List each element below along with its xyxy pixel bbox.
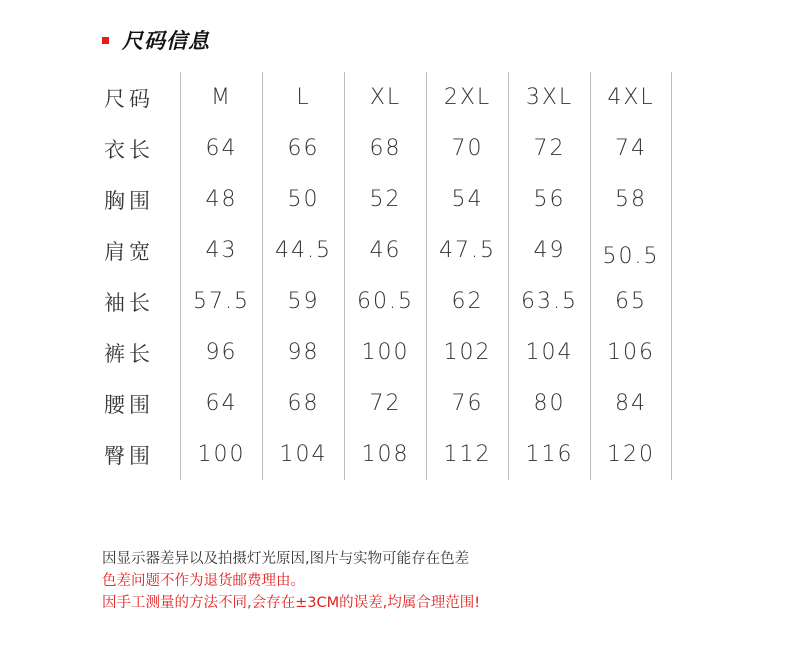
table-cell: 70 <box>426 123 508 174</box>
column-header: M <box>180 72 262 123</box>
table-cell: 58 <box>590 174 672 225</box>
column-header: 3XL <box>508 72 590 123</box>
table-cell: 56 <box>508 174 590 225</box>
table-cell: 72 <box>508 123 590 174</box>
table-cell: 64 <box>180 123 262 174</box>
table-cell: 47.5 <box>426 225 508 276</box>
table-cell: 54 <box>426 174 508 225</box>
table-cell: 60.5 <box>344 276 426 327</box>
table-cell: 84 <box>590 378 672 429</box>
note-line: 因手工测量的方法不同,会存在±3CM的误差,均属合理范围! <box>102 595 481 611</box>
size-notes <box>102 548 480 614</box>
table-row <box>100 276 676 327</box>
row-label: 肩宽 <box>104 239 154 264</box>
table-cell: 50.5 <box>590 225 672 276</box>
table-cell: 66 <box>262 123 344 174</box>
table-cell: 68 <box>262 378 344 429</box>
table-cell: 112 <box>426 429 508 480</box>
table-cell: 102 <box>426 327 508 378</box>
table-cell: 120 <box>590 429 672 480</box>
table-cell: 64 <box>180 378 262 429</box>
table-cell: 68 <box>344 123 426 174</box>
table-cell: 74 <box>590 123 672 174</box>
table-cell: 57.5 <box>180 276 262 327</box>
table-cell: 76 <box>426 378 508 429</box>
table-cell: 46 <box>344 225 426 276</box>
row-label: 臀围 <box>104 443 154 468</box>
column-header: XL <box>344 72 426 123</box>
table-cell: 104 <box>262 429 344 480</box>
table-row <box>100 225 676 276</box>
table-cell: 116 <box>508 429 590 480</box>
table-row <box>100 174 676 225</box>
table-cell: 52 <box>344 174 426 225</box>
table-cell: 44.5 <box>262 225 344 276</box>
table-row <box>100 123 676 174</box>
column-header: L <box>262 72 344 123</box>
table-row <box>100 327 676 378</box>
table-cell: 43 <box>180 225 262 276</box>
row-label: 腰围 <box>104 392 154 417</box>
row-label: 胸围 <box>104 188 154 213</box>
table-header-row <box>100 72 676 123</box>
table-cell: 106 <box>590 327 672 378</box>
row-label: 裤长 <box>104 341 154 366</box>
table-cell: 98 <box>262 327 344 378</box>
table-cell: 62 <box>426 276 508 327</box>
table-row <box>100 429 676 480</box>
table-cell: 72 <box>344 378 426 429</box>
table-cell: 59 <box>262 276 344 327</box>
section-title: 尺码信息 <box>122 29 210 53</box>
table-cell: 65 <box>590 276 672 327</box>
row-label: 衣长 <box>104 137 154 162</box>
table-cell: 108 <box>344 429 426 480</box>
table-cell: 80 <box>508 378 590 429</box>
row-label: 袖长 <box>104 290 154 315</box>
table-cell: 96 <box>180 327 262 378</box>
table-cell: 100 <box>180 429 262 480</box>
red-square-bullet-icon <box>102 37 109 44</box>
table-cell: 63.5 <box>508 276 590 327</box>
section-header <box>102 26 210 54</box>
table-cell: 48 <box>180 174 262 225</box>
column-header: 2XL <box>426 72 508 123</box>
column-header: 尺码 <box>104 86 154 111</box>
table-row <box>100 378 676 429</box>
table-cell: 104 <box>508 327 590 378</box>
size-table <box>100 72 676 480</box>
table-cell: 50 <box>262 174 344 225</box>
column-header: 4XL <box>590 72 672 123</box>
note-line: 色差问题不作为退货邮费理由。 <box>102 573 305 589</box>
table-cell: 100 <box>344 327 426 378</box>
note-line: 因显示器差异以及拍摄灯光原因,图片与实物可能存在色差 <box>102 551 470 567</box>
table-cell: 49 <box>508 225 590 276</box>
